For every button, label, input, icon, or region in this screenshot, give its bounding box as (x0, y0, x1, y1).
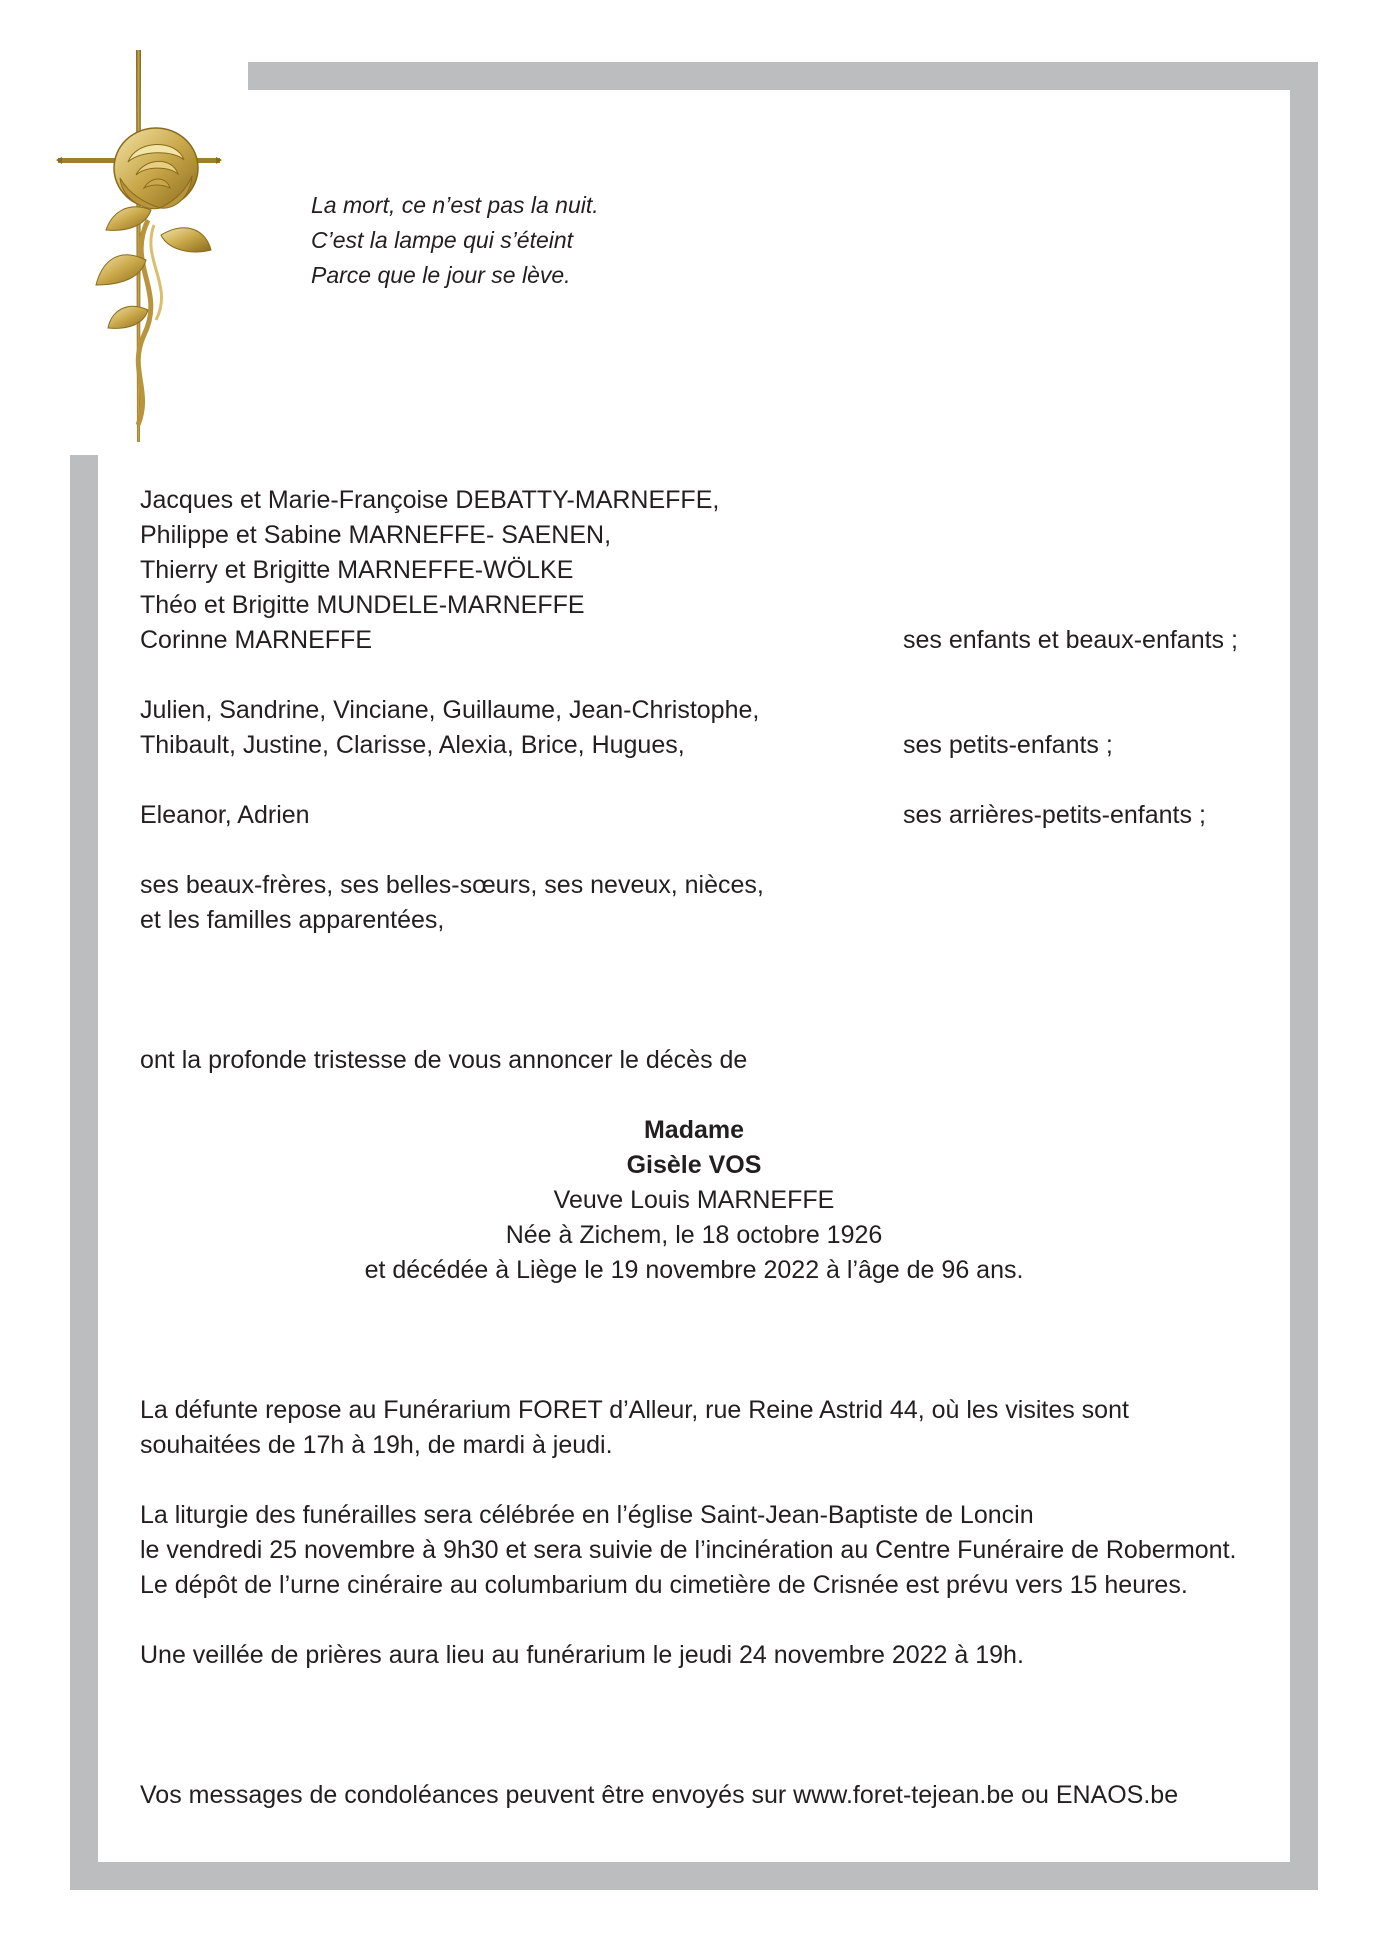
liturgy-info: le vendredi 25 novembre à 9h30 et sera suivie de l’incinération au Centre Funéraire de Robermont. (140, 1536, 1237, 1564)
child-couple: Thierry et Brigitte MARNEFFE-WÖLKE (140, 556, 574, 584)
frame-left-bar (70, 455, 98, 1890)
child-couple: Corinne MARNEFFE (140, 626, 372, 654)
poem (311, 188, 599, 293)
liturgy-info: La liturgie des funérailles sera célébrée en l’église Saint-Jean-Baptiste de Loncin (140, 1501, 1034, 1529)
child-couple: Philippe et Sabine MARNEFFE- SAENEN, (140, 521, 612, 549)
condolences-info: Vos messages de condoléances peuvent être envoyés sur www.foret-tejean.be ou ENAOS.be (140, 1781, 1179, 1809)
poem-line: C’est la lampe qui s’éteint (311, 227, 574, 253)
deceased-name: Gisèle VOS (626, 1151, 762, 1179)
other-relatives: ses beaux-frères, ses belles-sœurs, ses neveux, nièces, (140, 871, 764, 899)
grandchildren-line: Thibault, Justine, Clarisse, Alexia, Brice, Hugues, (140, 731, 685, 759)
rest-info: souhaitées de 17h à 19h, de mardi à jeudi. (140, 1431, 613, 1459)
deceased-title: Madame (643, 1116, 745, 1144)
children-role: ses enfants et beaux-enfants ; (903, 626, 1238, 654)
poem-line: La mort, ce n’est pas la nuit. (311, 192, 599, 218)
frame-bottom-bar (70, 1862, 1318, 1890)
other-relatives: et les familles apparentées, (140, 906, 445, 934)
deceased-died: et décédée à Liège le 19 novembre 2022 à l’âge de 96 ans. (364, 1256, 1024, 1284)
deceased-widow: Veuve Louis MARNEFFE (553, 1186, 835, 1214)
great-grandchildren: Eleanor, Adrien (140, 801, 310, 829)
announcement: ont la profonde tristesse de vous annoncer le décès de (140, 1046, 748, 1074)
frame-top-bar (248, 62, 1318, 90)
cross-rose-icon (56, 50, 222, 442)
great-grandchildren-role: ses arrières-petits-enfants ; (903, 801, 1206, 829)
poem-line: Parce que le jour se lève. (311, 262, 571, 288)
rest-info: La défunte repose au Funérarium FORET d’Alleur, rue Reine Astrid 44, où les visites sont (140, 1396, 1129, 1424)
grandchildren-line: Julien, Sandrine, Vinciane, Guillaume, Jean-Christophe, (140, 696, 760, 724)
child-couple: Théo et Brigitte MUNDELE-MARNEFFE (140, 591, 585, 619)
deceased-born: Née à Zichem, le 18 octobre 1926 (505, 1221, 883, 1249)
grandchildren-role: ses petits-enfants ; (903, 731, 1113, 759)
liturgy-info: Le dépôt de l’urne cinéraire au columbarium du cimetière de Crisnée est prévu vers 15 heures. (140, 1571, 1188, 1599)
vigil-info: Une veillée de prières aura lieu au funérarium le jeudi 24 novembre 2022 à 19h. (140, 1641, 1024, 1669)
frame-right-bar (1290, 62, 1318, 1890)
child-couple: Jacques et Marie-Françoise DEBATTY-MARNEFFE, (140, 486, 720, 514)
